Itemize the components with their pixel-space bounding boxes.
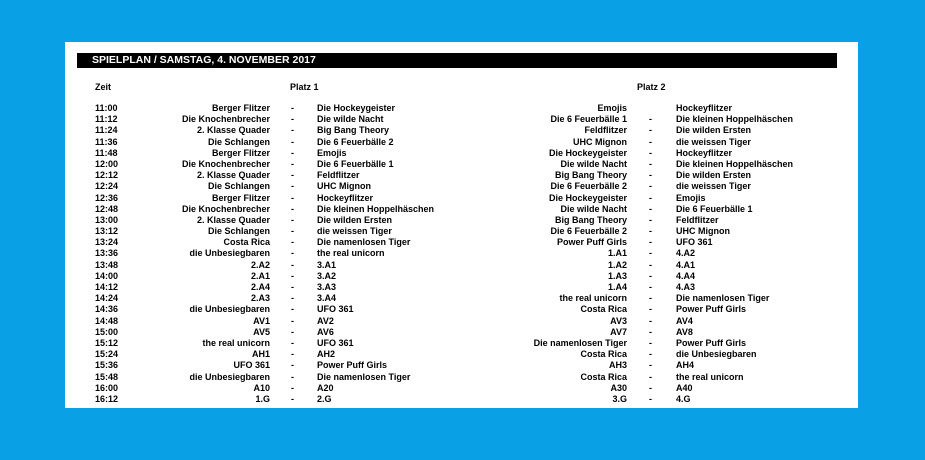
field1-away-team: Die kleinen Hoppelhäschen — [317, 203, 435, 214]
match-row — [65, 282, 858, 293]
match-time: 13:00 — [95, 214, 119, 225]
field2-separator: - — [649, 360, 652, 371]
field1-home-team: AV5 — [253, 326, 270, 337]
field2-separator: - — [649, 170, 652, 181]
field1-home-team: die Unbesiegbaren — [189, 371, 270, 382]
field1-away-team: Feldflitzer — [317, 170, 360, 181]
field2-away-team: Die kleinen Hoppelhäschen — [676, 114, 794, 125]
field1-away-team: Hockeyflitzer — [317, 192, 374, 203]
field2-home-team: Emojis — [597, 103, 627, 113]
match-row — [65, 215, 858, 226]
field2-away-team: Hockeyflitzer — [676, 103, 733, 113]
field1-home-team: die Unbesiegbaren — [189, 248, 270, 259]
field2-away-team: AV4 — [676, 315, 693, 326]
field1-home-team: 2.A3 — [250, 293, 270, 304]
field1-away-team: Big Bang Theory — [317, 125, 390, 136]
field2-home-team: Costa Rica — [580, 304, 627, 315]
field1-separator: - — [291, 270, 294, 281]
field1-away-team: 2.G — [317, 393, 332, 404]
field2-away-team: UHC Mignon — [676, 226, 730, 237]
field1-away-team: Die Hockeygeister — [317, 103, 396, 113]
field1-away-team: Die namenlosen Tiger — [317, 237, 411, 248]
field1-away-team: AH2 — [317, 349, 336, 360]
field2-away-team: Die 6 Feuerbälle 1 — [676, 203, 753, 214]
field1-home-team: 2. Klasse Quader — [196, 125, 270, 136]
field1-separator: - — [291, 147, 294, 158]
field2-home-team: 1.A2 — [607, 259, 627, 270]
field1-separator: - — [291, 248, 294, 259]
field2-separator: - — [649, 315, 652, 326]
field1-away-team: the real unicorn — [317, 248, 385, 259]
field2-separator: - — [649, 337, 652, 348]
field2-home-team: AV3 — [610, 315, 627, 326]
match-time: 16:00 — [95, 382, 119, 393]
field2-away-team: 4.A1 — [676, 259, 696, 270]
match-time: 12:48 — [95, 203, 119, 214]
field2-home-team: Die 6 Feuerbälle 1 — [550, 114, 627, 125]
field1-separator: - — [291, 371, 294, 382]
field1-home-team: 2.A4 — [250, 282, 270, 292]
field2-away-team: Die namenlosen Tiger — [676, 293, 770, 304]
match-row — [65, 394, 858, 405]
match-time: 11:36 — [95, 136, 118, 147]
match-row — [65, 159, 858, 170]
field2-away-team: AH4 — [676, 360, 695, 371]
match-time: 13:48 — [95, 259, 119, 270]
match-time: 12:36 — [95, 192, 119, 203]
match-time: 15:48 — [95, 371, 119, 382]
field2-home-team: Costa Rica — [580, 371, 627, 382]
match-time: 12:12 — [95, 170, 119, 181]
field2-away-team: A40 — [676, 382, 693, 393]
field1-away-team: Die 6 Feuerbälle 1 — [317, 158, 394, 169]
match-time: 13:12 — [95, 226, 119, 237]
field2-separator: - — [649, 226, 652, 237]
field2-home-team: Power Puff Girls — [556, 237, 627, 248]
field1-home-team: 2. Klasse Quader — [196, 170, 270, 181]
field2-separator: - — [649, 304, 652, 315]
field2-home-team: 1.A4 — [607, 282, 627, 292]
field1-separator: - — [291, 136, 294, 147]
field1-home-team: Die Schlangen — [207, 136, 270, 147]
match-row — [65, 125, 858, 136]
match-time: 13:36 — [95, 248, 119, 259]
match-row — [65, 271, 858, 282]
field2-home-team: Die namenlosen Tiger — [533, 337, 627, 348]
field2-away-team: 4.A2 — [676, 248, 696, 259]
match-row — [65, 338, 858, 349]
field1-away-team: A20 — [317, 382, 334, 393]
field1-separator: - — [291, 360, 294, 371]
field1-separator: - — [291, 158, 294, 169]
field2-away-team: UFO 361 — [676, 237, 713, 248]
field1-separator: - — [291, 203, 294, 214]
field2-separator: - — [649, 248, 652, 259]
field1-home-team: Die Schlangen — [207, 226, 270, 237]
match-row — [65, 293, 858, 304]
match-time: 16:12 — [95, 393, 119, 404]
field1-separator: - — [291, 293, 294, 304]
field2-home-team: 1.A1 — [607, 248, 627, 259]
match-time: 12:00 — [95, 158, 119, 169]
field2-home-team: Die Hockeygeister — [548, 192, 627, 203]
field1-away-team: UFO 361 — [317, 304, 354, 315]
field2-separator: - — [649, 192, 652, 203]
field2-away-team: die weissen Tiger — [676, 181, 751, 192]
field2-away-team: AV8 — [676, 326, 693, 337]
field2-home-team: UHC Mignon — [573, 136, 627, 147]
field1-home-team: A10 — [253, 382, 270, 393]
field1-away-team: Die wilde Nacht — [317, 114, 384, 125]
field1-home-team: Die Knochenbrecher — [181, 158, 270, 169]
field1-separator: - — [291, 326, 294, 337]
field1-separator: - — [291, 103, 294, 113]
field2-home-team: 3.G — [612, 393, 627, 404]
match-row — [65, 226, 858, 237]
field2-away-team: Power Puff Girls — [676, 304, 747, 315]
field1-away-team: 3.A3 — [317, 282, 337, 292]
time-column-header: Zeit — [95, 82, 112, 92]
field1-away-team: Power Puff Girls — [317, 360, 388, 371]
match-row — [65, 103, 858, 114]
field2-separator: - — [649, 136, 652, 147]
field2-home-team: the real unicorn — [559, 293, 627, 304]
field2-away-team: Emojis — [676, 192, 706, 203]
field2-home-team: 1.A3 — [607, 270, 627, 281]
field2-away-team: 4.A4 — [676, 270, 696, 281]
field1-away-team: 3.A1 — [317, 259, 337, 270]
field1-away-team: UFO 361 — [317, 337, 354, 348]
field2-separator: - — [649, 259, 652, 270]
field1-away-team: Die 6 Feuerbälle 2 — [317, 136, 394, 147]
field2-away-team: Die kleinen Hoppelhäschen — [676, 158, 794, 169]
match-time: 12:24 — [95, 181, 119, 192]
field2-home-team: Die wilde Nacht — [560, 158, 627, 169]
field1-away-team: Die namenlosen Tiger — [317, 371, 411, 382]
field1-home-team: Die Knochenbrecher — [181, 203, 270, 214]
field2-separator: - — [649, 158, 652, 169]
match-time: 15:12 — [95, 337, 119, 348]
match-time: 11:48 — [95, 147, 118, 158]
field2-home-team: Die wilde Nacht — [560, 203, 627, 214]
field1-separator: - — [291, 170, 294, 181]
field2-home-team: AH3 — [608, 360, 627, 371]
field2-home-team: Big Bang Theory — [554, 214, 627, 225]
field2-away-team: die Unbesiegbaren — [676, 349, 757, 360]
field1-home-team: Berger Flitzer — [211, 147, 270, 158]
field2-separator: - — [649, 282, 652, 292]
match-time: 11:00 — [95, 103, 118, 113]
match-row — [65, 148, 858, 159]
field1-away-team: 3.A2 — [317, 270, 337, 281]
field1-away-team: Emojis — [317, 147, 347, 158]
field2-separator: - — [649, 393, 652, 404]
match-time: 15:36 — [95, 360, 119, 371]
field1-home-team: Berger Flitzer — [211, 103, 270, 113]
match-row — [65, 260, 858, 271]
field1-separator: - — [291, 214, 294, 225]
field2-separator: - — [649, 114, 652, 125]
match-row — [65, 170, 858, 181]
match-row — [65, 372, 858, 383]
field1-home-team: 2. Klasse Quader — [196, 214, 270, 225]
match-row — [65, 181, 858, 192]
field2-away-team: 4.A3 — [676, 282, 696, 292]
match-time: 11:12 — [95, 114, 118, 125]
field1-separator: - — [291, 114, 294, 125]
match-row — [65, 204, 858, 215]
match-row — [65, 349, 858, 360]
field2-away-team: Die wilden Ersten — [676, 170, 752, 181]
field1-home-team: Berger Flitzer — [211, 192, 270, 203]
field2-home-team: Feldflitzer — [584, 125, 627, 136]
field1-home-team: die Unbesiegbaren — [189, 304, 270, 315]
match-time: 14:48 — [95, 315, 119, 326]
field2-separator: - — [649, 349, 652, 360]
field1-home-team: the real unicorn — [202, 337, 270, 348]
match-list — [65, 103, 858, 405]
field2-separator: - — [649, 181, 652, 192]
field1-separator: - — [291, 192, 294, 203]
field2-away-team: Feldflitzer — [676, 214, 719, 225]
field1-separator: - — [291, 259, 294, 270]
field1-separator: - — [291, 315, 294, 326]
field1-separator: - — [291, 382, 294, 393]
match-row — [65, 137, 858, 148]
match-time: 11:24 — [95, 125, 118, 136]
field2-separator: - — [649, 270, 652, 281]
field2-separator: - — [649, 237, 652, 248]
match-time: 15:24 — [95, 349, 119, 360]
field2-away-team: die weissen Tiger — [676, 136, 751, 147]
field1-home-team: 2.A2 — [250, 259, 270, 270]
match-row — [65, 316, 858, 327]
field1-home-team: Die Knochenbrecher — [181, 114, 270, 125]
match-row — [65, 114, 858, 125]
match-row — [65, 237, 858, 248]
match-row — [65, 304, 858, 315]
field2-away-team: Power Puff Girls — [676, 337, 747, 348]
schedule-title: SPIELPLAN / SAMSTAG, 4. NOVEMBER 2017 — [77, 53, 837, 68]
field1-separator: - — [291, 226, 294, 237]
field2-separator: - — [649, 382, 652, 393]
field2-away-team: Hockeyflitzer — [676, 147, 733, 158]
field2-separator: - — [649, 326, 652, 337]
field2-separator: - — [649, 203, 652, 214]
field1-away-team: die weissen Tiger — [317, 226, 392, 237]
field1-separator: - — [291, 349, 294, 360]
field2-separator: - — [649, 147, 652, 158]
match-time: 14:36 — [95, 304, 119, 315]
field1-home-team: Costa Rica — [223, 237, 270, 248]
field2-home-team: Die 6 Feuerbälle 2 — [550, 226, 627, 237]
match-time: 14:00 — [95, 270, 119, 281]
field1-home-team: 1.G — [255, 393, 270, 404]
field2-home-team: Die 6 Feuerbälle 2 — [550, 181, 627, 192]
field1-home-team: 2.A1 — [250, 270, 270, 281]
schedule-page — [65, 42, 858, 408]
match-row — [65, 193, 858, 204]
field1-separator: - — [291, 282, 294, 292]
field1-separator: - — [291, 181, 294, 192]
field2-separator: - — [649, 214, 652, 225]
field2-home-team: AV7 — [610, 326, 627, 337]
match-row — [65, 248, 858, 259]
field2-home-team: A30 — [610, 382, 627, 393]
field1-home-team: AH1 — [251, 349, 270, 360]
field1-separator: - — [291, 237, 294, 248]
field2-home-team: Big Bang Theory — [554, 170, 627, 181]
field1-away-team: AV2 — [317, 315, 334, 326]
field2-away-team: Die wilden Ersten — [676, 125, 752, 136]
field2-home-team: Die Hockeygeister — [548, 147, 627, 158]
field2-away-team: the real unicorn — [676, 371, 744, 382]
match-row — [65, 327, 858, 338]
field2-separator: - — [649, 293, 652, 304]
field1-separator: - — [291, 125, 294, 136]
field1-away-team: AV6 — [317, 326, 334, 337]
field2-separator: - — [649, 371, 652, 382]
field1-home-team: UFO 361 — [233, 360, 270, 371]
field1-separator: - — [291, 304, 294, 315]
field2-column-header: Platz 2 — [637, 82, 666, 92]
field1-away-team: UHC Mignon — [317, 181, 371, 192]
match-time: 14:24 — [95, 293, 119, 304]
field1-separator: - — [291, 337, 294, 348]
match-time: 14:12 — [95, 282, 119, 292]
match-row — [65, 360, 858, 371]
field1-away-team: Die wilden Ersten — [317, 214, 393, 225]
field2-home-team: Costa Rica — [580, 349, 627, 360]
field1-separator: - — [291, 393, 294, 404]
field1-away-team: 3.A4 — [317, 293, 337, 304]
match-time: 13:24 — [95, 237, 119, 248]
match-row — [65, 383, 858, 394]
field2-away-team: 4.G — [676, 393, 691, 404]
match-time: 15:00 — [95, 326, 119, 337]
field1-home-team: AV1 — [253, 315, 270, 326]
field1-column-header: Platz 1 — [290, 82, 319, 92]
field2-separator: - — [649, 125, 652, 136]
field1-home-team: Die Schlangen — [207, 181, 270, 192]
